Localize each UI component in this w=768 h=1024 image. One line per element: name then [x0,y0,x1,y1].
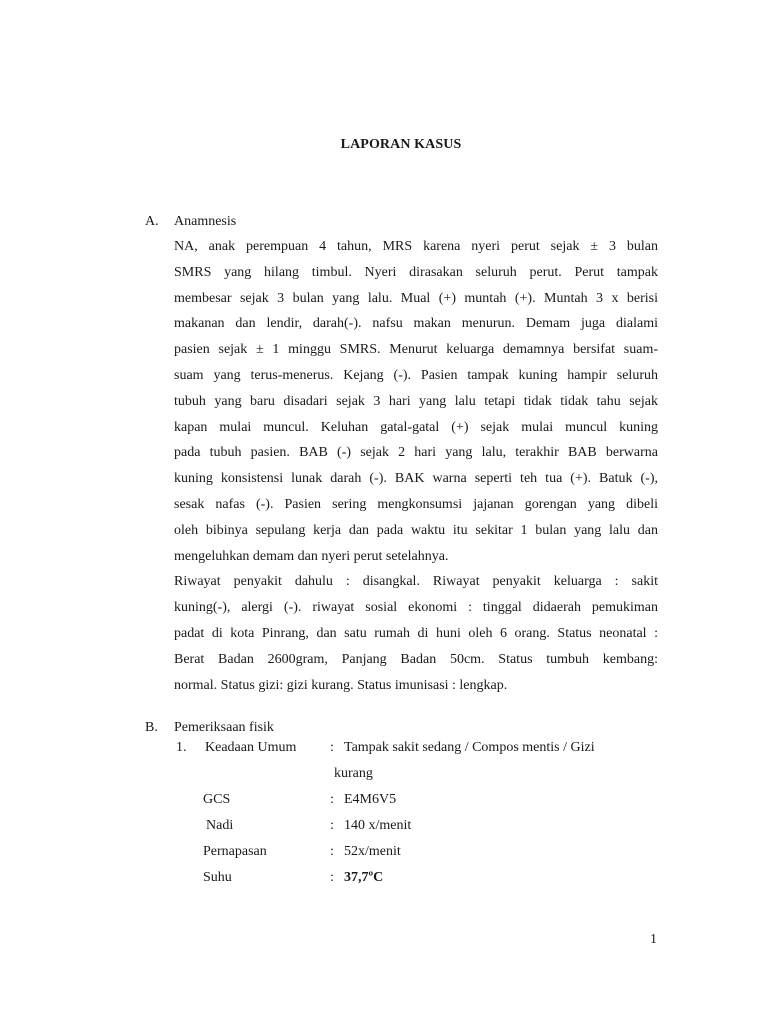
exam-value: 52x/menit [344,844,401,859]
exam-value: kurang [334,766,373,781]
section-a-title: Anamnesis [174,214,237,229]
exam-value: 37,7ºC [344,870,384,885]
exam-colon: : [330,818,334,833]
paragraph-line: makanan dan lendir, darah(-). nafsu makan menurun. Demam juga dialami [174,316,658,332]
exam-colon: : [330,792,334,807]
paragraph-line: normal. Status gizi: gizi kurang. Status imunisasi : lengkap. [174,677,508,693]
paragraph-line: kapan mulai muncul. Keluhan gatal-gatal (+) sejak mulai muncul kuning [174,419,658,435]
item-number: 1. [176,740,187,755]
paragraph-line: padat di kota Pinrang, dan satu rumah di huni oleh 6 orang. Status neonatal : [174,625,658,641]
paragraph-line: suam yang terus-menerus. Kejang (-). Pasien tampak kuning hampir seluruh [174,367,658,383]
paragraph-line: pasien sejak ± 1 minggu SMRS. Menurut keluarga demamnya bersifat suam- [174,342,658,358]
paragraph-line: tubuh yang baru disadari sejak 3 hari yang lalu tetapi tidak tidak tahu sejak [174,393,658,409]
exam-colon: : [330,870,334,885]
section-b-letter: B. [145,720,158,735]
exam-label: Keadaan Umum [205,740,297,755]
section-b-heading [145,720,274,736]
exam-label: Nadi [206,818,234,833]
paragraph-line: sesak nafas (-). Pasien sering mengkonsumsi jajanan gorengan yang dibeli [174,496,658,512]
paragraph-line: mengeluhkan demam dan nyeri perut setelahnya. [174,548,449,564]
exam-value: Tampak sakit sedang / Compos mentis / Gizi [344,740,595,755]
section-b-title: Pemeriksaan fisik [174,720,274,735]
anamnesis-text [174,234,658,698]
exam-value: 140 x/menit [344,818,412,833]
paragraph-line: kuning konsistensi lunak darah (-). BAK warna seperti teh tua (+). Batuk (-), [174,471,658,487]
exam-colon: : [330,844,334,859]
exam-label: Suhu [203,870,232,885]
section-a-letter: A. [145,214,159,229]
paragraph-line: SMRS yang hilang timbul. Nyeri dirasakan seluruh perut. Perut tampak [174,264,658,280]
paragraph-line: pada tubuh pasien. BAB (-) sejak 2 hari yang lalu, terakhir BAB berwarna [174,445,658,461]
page-number: 1 [650,932,657,947]
exam-label: GCS [203,792,231,807]
paragraph-line: NA, anak perempuan 4 tahun, MRS karena nyeri perut sejak ± 3 bulan [174,239,658,254]
paragraph-line: membesar sejak 3 bulan yang lalu. Mual (+) muntah (+). Muntah 3 x berisi [174,290,658,306]
paragraph-line: Riwayat penyakit dahulu : disangkal. Riwayat penyakit keluarga : sakit [174,574,658,590]
exam-colon: : [330,740,334,755]
paragraph-line: kuning(-), alergi (-). riwayat sosial ekonomi : tinggal didaerah pemukiman [174,600,658,616]
document-title: LAPORAN KASUS [340,137,462,152]
paragraph-line: Berat Badan 2600gram, Panjang Badan 50cm. Status tumbuh kembang: [174,651,658,667]
exam-value: E4M6V5 [344,792,397,807]
exam-label: Pernapasan [203,844,267,859]
paragraph-line: oleh bibinya sepulang kerja dan pada waktu itu sekitar 1 bulan yang lalu dan [174,522,658,538]
section-a-heading [145,214,236,230]
